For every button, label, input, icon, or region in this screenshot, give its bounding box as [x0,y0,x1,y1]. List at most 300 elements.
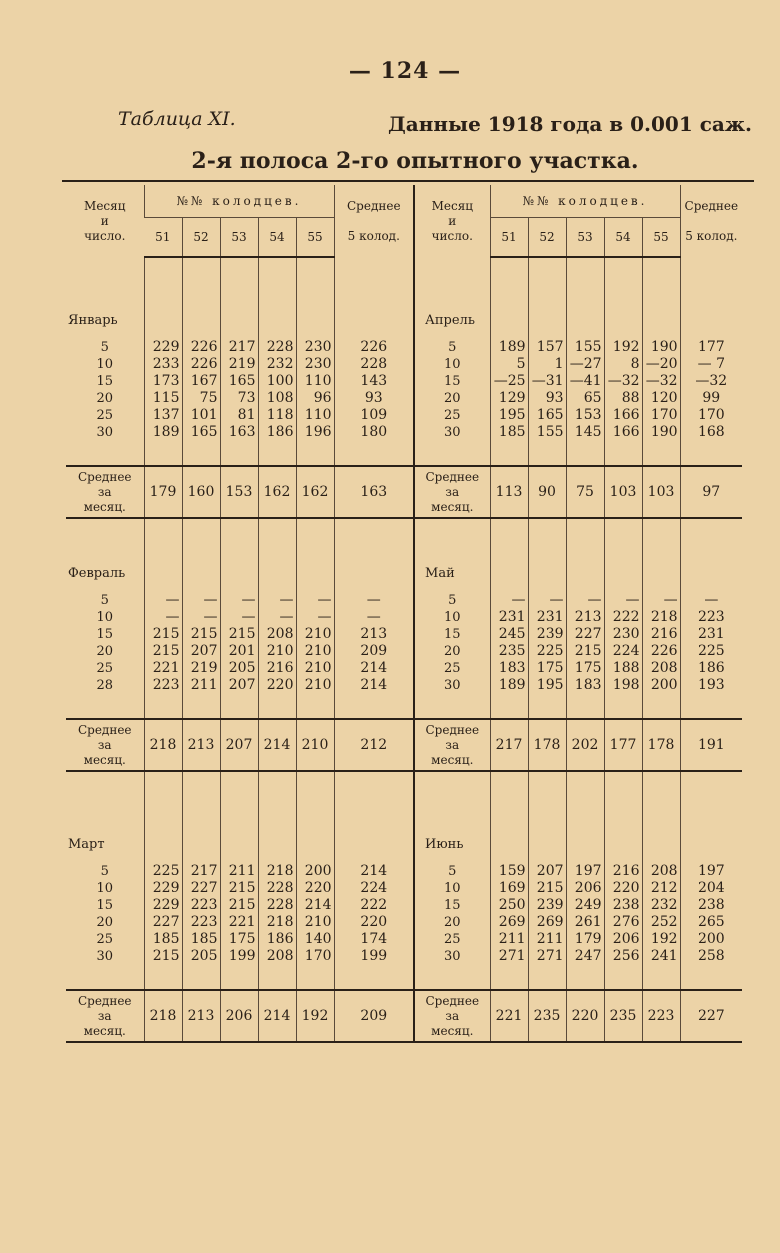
well-value: 205 [182,948,220,965]
well-value: 228 [258,880,296,897]
well-value: 216 [258,660,296,677]
five-well-average: —32 [680,373,742,390]
well-value: 225 [144,863,182,880]
well-value: 153 [566,407,604,424]
month-name-left: Март [68,837,105,852]
empty-cell [334,771,414,836]
empty-cell [220,582,258,592]
empty-cell [220,565,258,582]
monthly-average-value: 153 [220,466,258,518]
well-value: 190 [642,339,680,356]
well-value: 256 [604,948,642,965]
five-well-average: 180 [334,424,414,441]
label-line: месяц. [83,1023,126,1038]
well-value: 206 [604,931,642,948]
day-number: 25 [96,408,114,423]
empty-cell [642,518,680,565]
well-value: —32 [642,373,680,390]
empty-cell [144,965,182,990]
well-value: 179 [566,931,604,948]
well-value: 195 [490,407,528,424]
well-value: 140 [296,931,334,948]
monthly-average-label-left [66,719,144,771]
five-well-average: 209 [334,643,414,660]
empty-cell [258,771,296,836]
well-value: 8 [604,356,642,373]
empty-cell [414,441,490,466]
well-value: — [258,592,296,609]
day-number: 20 [414,390,490,407]
empty-cell [334,518,414,565]
monthly-average-value: 178 [642,719,680,771]
well-value: 216 [604,863,642,880]
five-well-average: 193 [680,677,742,694]
five-well-average: — 7 [680,356,742,373]
day-number: 15 [414,373,490,390]
well-value: 93 [528,390,566,407]
empty-cell [334,312,414,329]
well-value: 155 [566,339,604,356]
empty-cell [414,853,490,863]
table-subtitle: 2-я полоса 2-го опытного участка. [191,148,639,174]
day-number: 20 [96,391,114,406]
month-name-row [66,836,742,853]
well-value: 215 [144,643,182,660]
well-value: —32 [604,373,642,390]
five-well-average: — [680,592,742,609]
well-value: 271 [490,948,528,965]
well-value: 223 [144,677,182,694]
well-value: — [528,592,566,609]
well-value: 207 [220,677,258,694]
empty-cell [296,965,334,990]
empty-cell [680,257,742,312]
well-value: 186 [258,424,296,441]
data-row [66,592,742,609]
well-value: 175 [566,660,604,677]
empty-cell [680,771,742,836]
empty-cell [258,441,296,466]
well-value: 232 [642,897,680,914]
monthly-average-value: 214 [258,990,296,1042]
day-number: 5 [100,864,109,879]
five-well-average: 213 [334,626,414,643]
empty-cell [680,312,742,329]
five-well-average: 177 [680,339,742,356]
empty-cell [258,836,296,853]
day-number: 15 [414,897,490,914]
well-value: 233 [144,356,182,373]
empty-cell [566,965,604,990]
month-name-right: Май [414,565,490,582]
well-value: 183 [490,660,528,677]
well-value: 175 [220,931,258,948]
well-value: 215 [144,626,182,643]
monthly-five-well-average: 163 [334,466,414,518]
well-number: 53 [566,218,604,258]
day-number: 10 [96,881,114,896]
empty-cell [144,771,182,836]
empty-cell [528,694,566,719]
empty-cell [604,965,642,990]
empty-cell [182,965,220,990]
empty-cell [258,565,296,582]
well-number: 51 [490,218,528,258]
month-name-left: Январь [68,313,118,328]
empty-cell [642,694,680,719]
well-value: 230 [604,626,642,643]
day-number: 10 [414,356,490,373]
empty-cell [414,582,490,592]
empty-cell [66,965,144,990]
well-value: 195 [528,677,566,694]
well-value: 211 [490,931,528,948]
well-value: 197 [566,863,604,880]
empty-cell [144,582,182,592]
empty-cell [566,257,604,312]
month-day-header-left [66,185,144,257]
monthly-average-value: 75 [566,466,604,518]
five-well-average: 222 [334,897,414,914]
monthly-average-value: 235 [528,990,566,1042]
wells-group-header-left: №№ колодцев. [144,185,334,218]
empty-cell [680,965,742,990]
empty-cell [182,518,220,565]
five-well-average: 170 [680,407,742,424]
day-number: 10 [414,880,490,897]
well-value: 211 [528,931,566,948]
well-value: 110 [296,373,334,390]
day-number: 30 [96,425,114,440]
monthly-average-value: 214 [258,719,296,771]
well-value: 159 [490,863,528,880]
well-value: 216 [642,626,680,643]
well-number: 54 [604,218,642,258]
day-number: 10 [96,610,114,625]
empty-cell [182,771,220,836]
well-value: 211 [220,863,258,880]
well-value: 219 [182,660,220,677]
five-well-average: 200 [680,931,742,948]
empty-cell [604,565,642,582]
well-value: — [296,609,334,626]
monthly-average-label-right [414,466,490,518]
well-value: 100 [258,373,296,390]
empty-cell [680,694,742,719]
empty-cell [490,582,528,592]
well-value: 165 [182,424,220,441]
month-name-left: Февраль [68,566,126,581]
well-value: 186 [258,931,296,948]
empty-cell [642,771,680,836]
well-value: —20 [642,356,680,373]
monthly-average-value: 90 [528,466,566,518]
well-value: 110 [296,407,334,424]
label-line: месяц. [431,752,474,767]
well-value: 189 [490,339,528,356]
empty-cell [182,565,220,582]
monthly-average-value: 162 [258,466,296,518]
monthly-average-value: 217 [490,719,528,771]
empty-cell [144,836,182,853]
day-number: 20 [414,914,490,931]
five-well-average: 93 [334,390,414,407]
label-line: за [97,737,112,752]
empty-cell [528,771,566,836]
well-value: 226 [642,643,680,660]
monthly-average-value: 177 [604,719,642,771]
five-well-average: 225 [680,643,742,660]
label-line: за [445,1008,460,1023]
well-value: 199 [220,948,258,965]
empty-cell [528,853,566,863]
well-value: 225 [528,643,566,660]
well-value: 200 [642,677,680,694]
well-value: 210 [296,626,334,643]
empty-cell [604,853,642,863]
well-value: 170 [642,407,680,424]
well-value: —41 [566,373,604,390]
header-text: Среднее [347,198,401,213]
monthly-average-label-right [414,719,490,771]
empty-cell [528,565,566,582]
five-well-average: 204 [680,880,742,897]
empty-cell [220,329,258,339]
well-value: 1 [528,356,566,373]
monthly-five-well-average: 212 [334,719,414,771]
five-well-average: 258 [680,948,742,965]
empty-cell [258,853,296,863]
day-number: 15 [96,627,114,642]
well-value: 173 [144,373,182,390]
well-value: —31 [528,373,566,390]
well-value: 221 [144,660,182,677]
empty-cell [220,853,258,863]
well-value: 220 [604,880,642,897]
well-value: 220 [258,677,296,694]
average-header-right [680,185,742,257]
well-value: 215 [566,643,604,660]
well-value: — [296,592,334,609]
well-value: 215 [144,948,182,965]
monthly-average-value: 213 [182,719,220,771]
well-value: 226 [182,356,220,373]
empty-cell [220,312,258,329]
day-number: 20 [96,644,114,659]
well-value: 228 [258,339,296,356]
empty-cell [528,441,566,466]
empty-cell [528,518,566,565]
day-number: 30 [414,948,490,965]
data-row [66,339,742,356]
empty-cell [296,257,334,312]
label-line: за [97,1008,112,1023]
header-text: 5 колод. [347,228,400,243]
empty-cell [566,312,604,329]
well-value: 170 [296,948,334,965]
monthly-average-value: 192 [296,990,334,1042]
empty-cell [220,518,258,565]
well-value: 157 [528,339,566,356]
data-row [66,897,742,914]
monthly-average-value: 210 [296,719,334,771]
data-row [66,643,742,660]
spacer-row [66,694,742,719]
empty-cell [528,836,566,853]
well-value: — [182,609,220,626]
empty-cell [296,836,334,853]
well-value: 222 [604,609,642,626]
monthly-average-label-left [66,466,144,518]
day-number: 5 [414,339,490,356]
well-value: 81 [220,407,258,424]
well-value: 227 [182,880,220,897]
empty-cell [66,582,144,592]
label-line: Среднее [425,469,480,484]
empty-cell [566,836,604,853]
empty-cell [528,582,566,592]
well-value: 229 [144,880,182,897]
data-row [66,424,742,441]
well-value: 75 [182,390,220,407]
day-number: 25 [96,932,114,947]
empty-cell [334,582,414,592]
well-value: 214 [296,897,334,914]
label-line: за [445,484,460,499]
empty-cell [296,565,334,582]
well-value: — [220,592,258,609]
empty-cell [220,441,258,466]
monthly-average-value: 160 [182,466,220,518]
empty-cell [296,441,334,466]
day-number: 25 [414,931,490,948]
well-value: 88 [604,390,642,407]
empty-cell [334,853,414,863]
day-number: 5 [414,863,490,880]
empty-cell [604,329,642,339]
well-value: 221 [220,914,258,931]
well-value: 189 [144,424,182,441]
empty-cell [642,965,680,990]
spacer-row [66,441,742,466]
five-well-average: 99 [680,390,742,407]
well-value: 205 [220,660,258,677]
day-number: 30 [96,949,114,964]
empty-cell [642,312,680,329]
well-value: 229 [144,339,182,356]
empty-cell [490,312,528,329]
empty-cell [490,771,528,836]
month-name-row [66,565,742,582]
empty-cell [528,965,566,990]
empty-cell [642,565,680,582]
empty-cell [66,853,144,863]
empty-cell [490,257,528,312]
empty-cell [144,694,182,719]
table-body [66,257,742,1042]
empty-cell [66,329,144,339]
day-number: 20 [414,643,490,660]
well-value: 101 [182,407,220,424]
well-value: 245 [490,626,528,643]
empty-cell [258,582,296,592]
well-value: 247 [566,948,604,965]
well-value: 217 [220,339,258,356]
empty-cell [566,771,604,836]
empty-cell [604,771,642,836]
empty-cell [680,518,742,565]
well-number: 52 [182,218,220,258]
well-value: 235 [490,643,528,660]
well-value: 192 [642,931,680,948]
well-value: 227 [144,914,182,931]
empty-cell [258,965,296,990]
well-value: 250 [490,897,528,914]
well-value: 215 [220,626,258,643]
well-value: 73 [220,390,258,407]
well-value: 169 [490,880,528,897]
empty-cell [296,771,334,836]
empty-cell [144,518,182,565]
well-value: 163 [220,424,258,441]
empty-cell [490,694,528,719]
well-value: 217 [182,863,220,880]
monthly-average-label-right [414,990,490,1042]
day-number: 28 [96,678,114,693]
well-value: 239 [528,626,566,643]
well-value: 215 [220,897,258,914]
well-value: 185 [182,931,220,948]
well-value: 227 [566,626,604,643]
data-row [66,626,742,643]
empty-cell [334,329,414,339]
well-value: 155 [528,424,566,441]
wells-group-header-right: №№ колодцев. [490,185,680,218]
empty-cell [680,582,742,592]
empty-cell [220,694,258,719]
monthly-average-value: 223 [642,990,680,1042]
label-line: месяц. [83,752,126,767]
day-number: 30 [414,677,490,694]
monthly-five-well-average: 191 [680,719,742,771]
empty-cell [566,441,604,466]
monthly-five-well-average: 97 [680,466,742,518]
five-well-average: 265 [680,914,742,931]
well-value: 207 [528,863,566,880]
label-line: Среднее [77,993,132,1008]
empty-cell [334,965,414,990]
empty-cell [528,257,566,312]
month-name-right: Апрель [414,312,490,329]
well-value: 219 [220,356,258,373]
well-value: 223 [182,914,220,931]
data-row [66,931,742,948]
well-value: 220 [296,880,334,897]
empty-cell [66,518,144,565]
well-value: 249 [566,897,604,914]
empty-cell [604,582,642,592]
well-value: 228 [258,897,296,914]
monthly-average-label-left [66,990,144,1042]
empty-cell [680,836,742,853]
empty-cell [66,257,144,312]
empty-cell [182,329,220,339]
empty-cell [490,836,528,853]
day-number: 10 [96,357,114,372]
empty-cell [490,518,528,565]
well-value: 211 [182,677,220,694]
empty-cell [680,441,742,466]
